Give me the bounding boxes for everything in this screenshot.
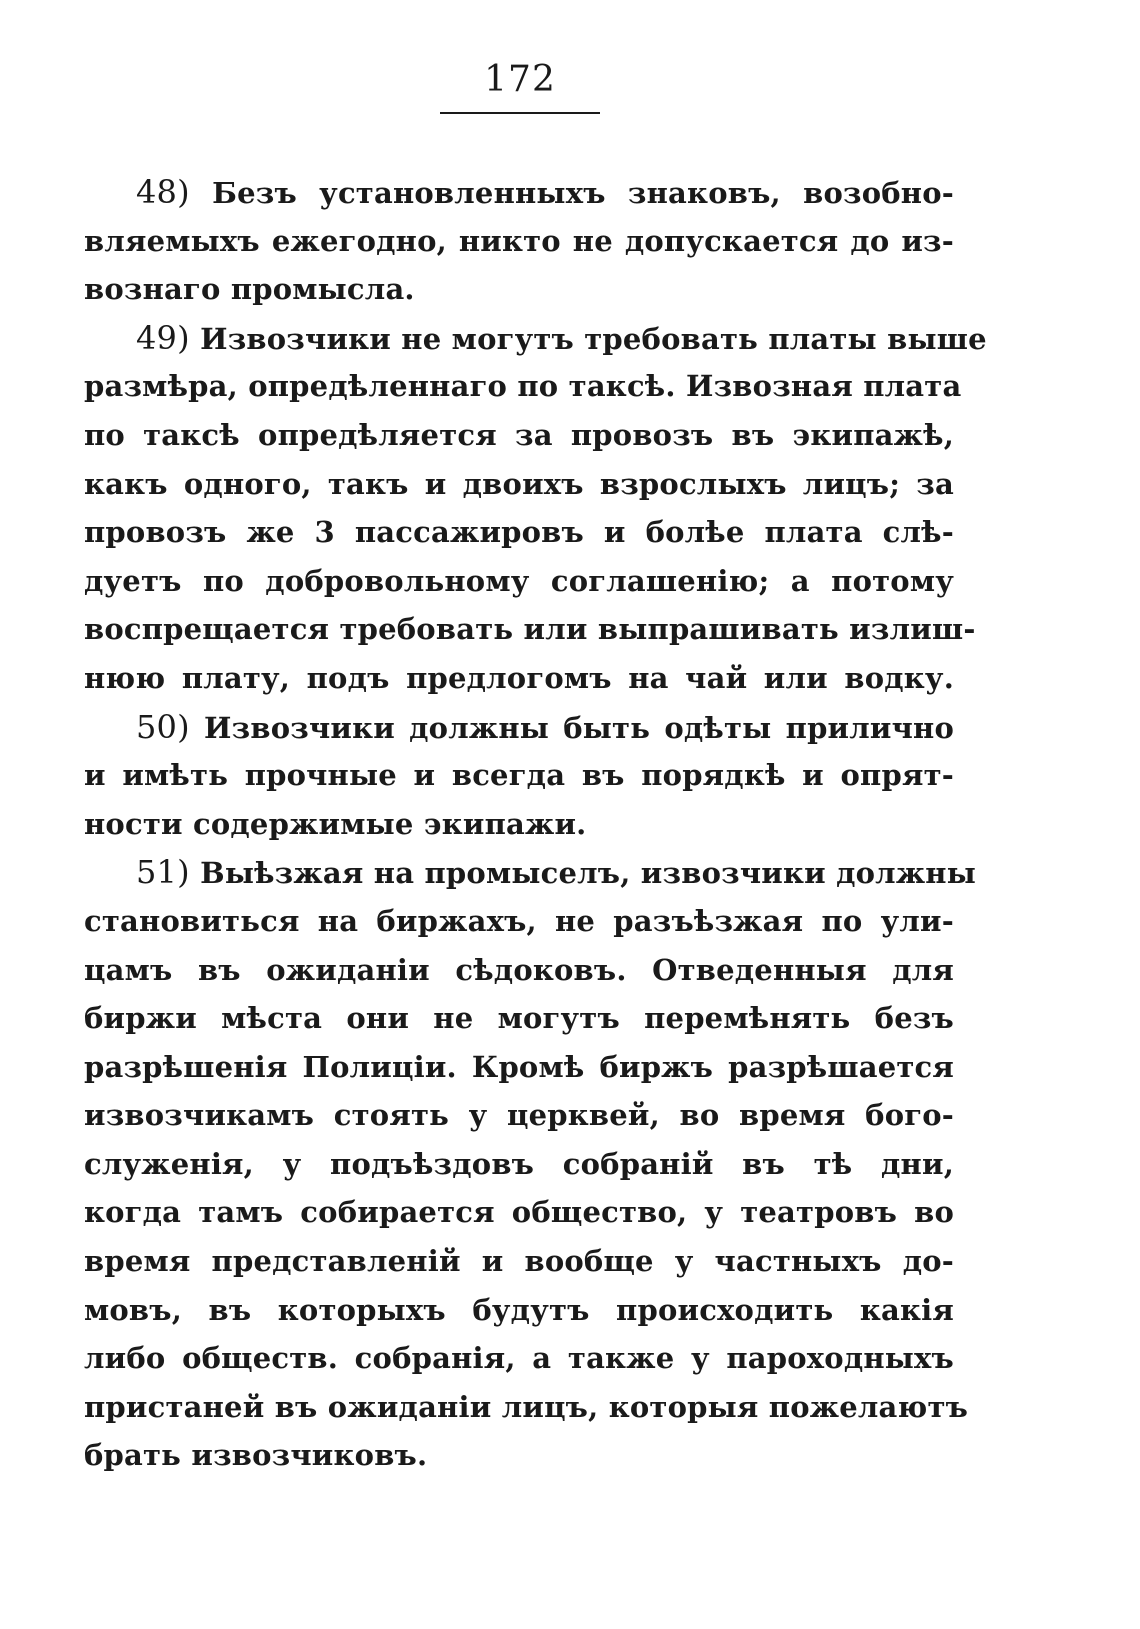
text-line: по таксѣ опредѣляется за провозъ въ экипажѣ, xyxy=(84,417,954,452)
text-line: ности содержимые экипажи. xyxy=(84,806,587,841)
body-text xyxy=(84,168,987,1480)
text-line: нюю плату, подъ предлогомъ на чай или водку. xyxy=(84,660,954,695)
text-line: биржи мѣста они не могутъ перемѣнять безъ xyxy=(84,1001,954,1036)
text-line: дуетъ по добровольному соглашенiю; а потому xyxy=(84,563,954,598)
text-line: воспрещается требовать или выпрашивать излиш- xyxy=(84,612,976,647)
text-line: вознаго промысла. xyxy=(84,272,415,307)
text-line: размѣра, опредѣленнаго по таксѣ. Извозная плата xyxy=(84,369,962,404)
text-line: 49) Извозчики не могутъ требовать платы выше xyxy=(136,318,987,357)
text-line: 50) Извозчики должны быть одѣты прилично xyxy=(136,707,955,746)
text-line: мовъ, въ которыхъ будутъ происходить какiя xyxy=(84,1292,954,1327)
text-line: и имѣть прочные и всегда въ порядкѣ и опрят- xyxy=(84,758,954,793)
paragraph-49 xyxy=(84,314,987,703)
paragraph-50 xyxy=(84,703,954,849)
text-line: цамъ въ ожиданiи сѣдоковъ. Отведенныя для xyxy=(84,952,954,987)
text-line: либо обществ. собранiя, а также у пароходныхъ xyxy=(84,1341,954,1376)
paragraph-number: 48) xyxy=(136,173,190,211)
page-number-underline xyxy=(440,112,600,114)
text-line: 51) Выѣзжая на промыселъ, извозчики должны xyxy=(136,853,976,892)
text-line: извозчикамъ стоять у церквей, во время бого- xyxy=(84,1098,954,1133)
paragraph-number: 49) xyxy=(136,318,190,357)
text-line: какъ одного, такъ и двоихъ взрослыхъ лицъ; за xyxy=(84,466,954,501)
paragraph-number: 51) xyxy=(136,853,190,892)
text-line: брать извозчиковъ. xyxy=(84,1438,428,1473)
paragraph-number: 50) xyxy=(136,707,190,746)
text-line: когда тамъ собирается общество, у театровъ во xyxy=(84,1195,954,1230)
text-line: вляемыхъ ежегодно, никто не допускается до из- xyxy=(84,223,954,258)
text-line: разрѣшенiя Полицiи. Кромѣ биржъ разрѣшается xyxy=(84,1049,954,1084)
text-line: становиться на биржахъ, не разъѣзжая по ули- xyxy=(84,903,954,938)
page-number: 172 xyxy=(484,59,556,100)
text-line: 48) Безъ установленныхъ знаковъ, возобно- xyxy=(136,173,955,211)
text-line: провозъ же 3 пассажировъ и болѣе плата слѣ- xyxy=(84,515,954,550)
paragraph-48 xyxy=(84,168,954,314)
text-line: пристаней въ ожиданiи лицъ, которыя пожелаютъ xyxy=(84,1389,969,1424)
paragraph-51 xyxy=(84,848,976,1480)
text-line: время представленiй и вообще у частныхъ до- xyxy=(84,1244,954,1279)
text-line: служенiя, у подъѣздовъ собранiй въ тѣ дни, xyxy=(84,1146,954,1181)
